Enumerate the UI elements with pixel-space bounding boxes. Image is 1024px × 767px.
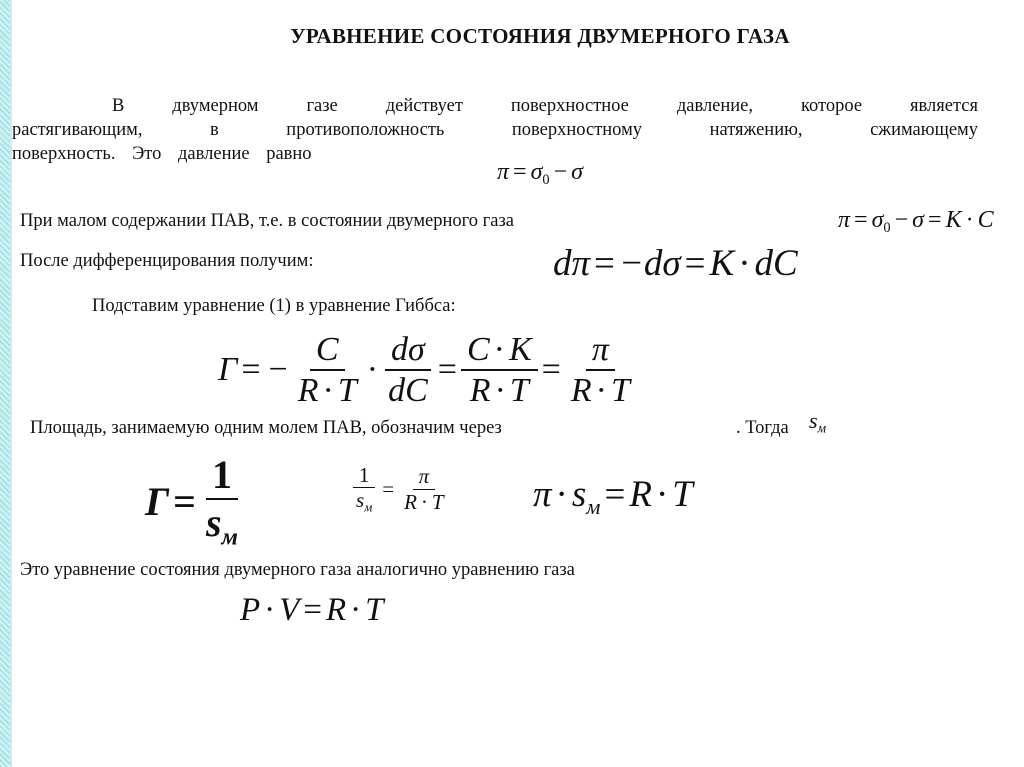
intro-paragraph [12, 94, 978, 166]
page-title: УРАВНЕНИЕ СОСТОЯНИЯ ДВУМЕРНОГО ГАЗА [290, 24, 790, 48]
symbol-s-m: $s_м$ [809, 408, 826, 436]
text-then: . Тогда [736, 418, 789, 438]
text-low-surfactant: При малом содержании ПАВ, т.е. в состоянии двумерного газа [20, 211, 514, 231]
paragraph-line-1: В двумерном газе действует поверхностное давление, которое является [112, 96, 978, 116]
formula-differential: dπ = −dσ = K · dC [553, 243, 798, 284]
text-after-differentiation: После дифференцирования получим: [20, 251, 314, 271]
formula-pi-kc: $\pi = \sigma_0 - \sigma = K \cdot C$ [838, 207, 994, 237]
text-gas-analogy: Это уравнение состояния двумерного газа аналогично уравнению газа [20, 560, 575, 580]
text-substitute-gibbs: Подставим уравнение (1) в уравнение Гиббса: [92, 296, 456, 316]
text-area-per-mole: Площадь, занимаемую одним молем ПАВ, обозначим через [30, 418, 502, 438]
formula-ideal-gas: P · V = R · T [240, 592, 384, 628]
formula-gamma-s: Г = $\frac{1}{s_м}$ [145, 452, 238, 551]
decorative-stripe [0, 0, 10, 767]
formula-pi-definition: $\pi = \sigma_0 - \sigma$ [497, 159, 584, 189]
formula-gibbs: Г = − $\frac{C}{R \cdot T}$ · $\frac{d\sigma}{dC}$ = $\frac{C \cdot K}{R \cdot T}$ = $\frac{\pi}{R \cdot T}$ [218, 331, 630, 410]
formula-one-over-s: $\frac{1}{s_м}$ = $\frac{\pi}{R \cdot T}$ [350, 463, 450, 515]
paragraph-line-3: поверхность. Это давление равно [12, 144, 312, 164]
paragraph-line-2: растягивающим, в противоположность поверхностному натяжению, сжимающему [12, 120, 978, 140]
formula-pi-s: $\pi \cdot s_м = R \cdot T$ [533, 474, 693, 519]
